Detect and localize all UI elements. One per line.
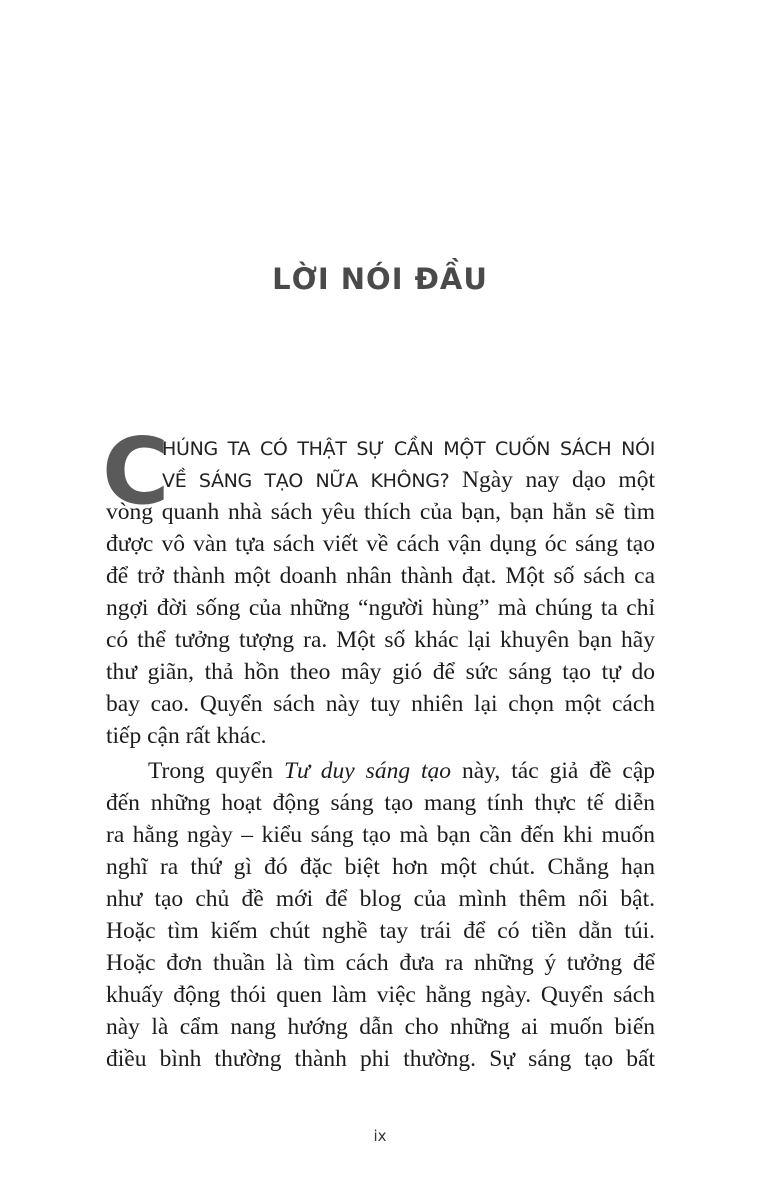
text-line: có thể tưởng tượng ra. Một số khác lại khuyên bạn hãy [106,627,655,653]
text-line [106,432,655,464]
text-line [106,755,655,787]
text-line: như tạo chủ đề mới để blog của mình thêm nổi bật. [106,886,655,912]
text-line: vòng quanh nhà sách yêu thích của bạn, bạn hẳn sẽ tìm [106,499,655,525]
page-number: ix [373,1127,387,1145]
chapter-title: LỜI NÓI ĐẦU [272,262,488,296]
text-line: Hoặc tìm kiếm chút nghề tay trái để có tiền dằn túi. [106,918,655,944]
text-line: điều bình thường thành phi thường. Sự sáng tạo bất [106,1046,655,1072]
drop-cap: C [102,418,170,525]
small-caps-text: HÚNG TA CÓ THẬT SỰ CẦN MỘT CUỐN SÁCH NÓI [162,438,655,460]
text-run: này, tác giả đề cập [451,758,655,784]
text-line: được vô vàn tựa sách viết về cách vận dụng óc sáng tạo [106,531,655,557]
text-line: khuấy động thói quen làm việc hằng ngày. Quyển sách [106,982,655,1008]
text-line: tiếp cận rất khác. [106,723,267,749]
text-line: bay cao. Quyển sách này tuy nhiên lại chọn một cách [106,691,655,717]
text-line: ngợi đời sống của những “người hùng” mà chúng ta chỉ [106,595,655,621]
text-line: đến những hoạt động sáng tạo mang tính thực tế diễn [106,790,655,816]
small-caps-text: VỀ SÁNG TẠO NỮA KHÔNG? [162,470,450,492]
text-line: Hoặc đơn thuần là tìm cách đưa ra những ý tưởng để [106,950,655,976]
paragraph-2 [106,755,655,1075]
body-text [102,418,655,1075]
text-line: thư giãn, thả hồn theo mây gió để sức sáng tạo tự do [106,659,655,685]
text-line: để trở thành một doanh nhân thành đạt. Một số sách ca [106,563,655,589]
text-run: Ngày nay dạo một [449,467,655,493]
text-line [106,464,655,496]
text-run: Trong quyển [148,758,284,784]
text-line: nghĩ ra thứ gì đó đặc biệt hơn một chút. Chẳng hạn [106,854,655,880]
paragraph-1 [102,418,655,752]
text-line: ra hằng ngày – kiểu sáng tạo mà bạn cần đến khi muốn [106,822,655,848]
book-title: Tư duy sáng tạo [283,758,452,784]
text-line: này là cẩm nang hướng dẫn cho những ai muốn biến [106,1014,655,1040]
